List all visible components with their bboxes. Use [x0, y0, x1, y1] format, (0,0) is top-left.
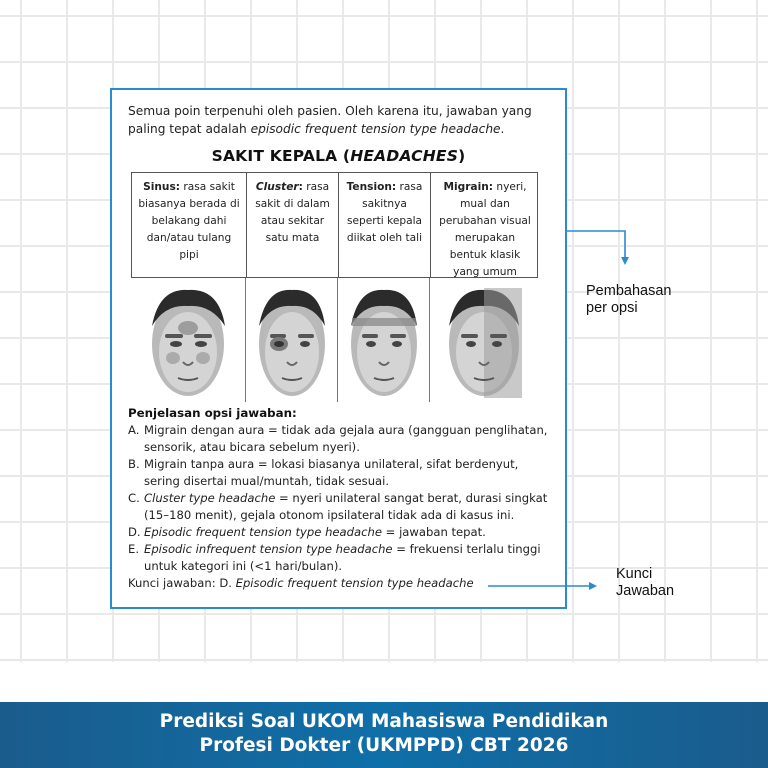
title-banner: [0, 702, 768, 768]
explanation-title: Penjelasan opsi jawaban:: [128, 406, 297, 420]
option-e-term: Episodic infrequent tension type headache: [144, 542, 393, 556]
banner-line2: Profesi Dokter (UKMPPD) CBT 2026: [199, 735, 569, 756]
intro-answer: episodic frequent tension type headache: [250, 122, 501, 136]
key-callout: [616, 566, 674, 600]
option-d-text: = jawaban tepat.: [381, 525, 486, 539]
figure-title-main: SAKIT KEPALA (: [211, 147, 351, 165]
key-callout-line1: Kunci: [616, 566, 653, 582]
discussion-callout-line2: per opsi: [586, 300, 638, 316]
option-a-letter: A.: [128, 423, 140, 437]
option-b-letter: B.: [128, 457, 140, 471]
intro-text: Semua poin terpenuhi oleh pasien. Oleh karena itu, jawaban yang paling tepat adalah: [128, 104, 532, 136]
discussion-callout: [586, 283, 671, 317]
desc-cluster: rasa sakit di dalam atau sekitar satu mata: [255, 181, 330, 244]
option-d-letter: D.: [128, 525, 141, 539]
desc-tension: rasa sakitnya seperti kepala diikat oleh tali: [346, 181, 423, 244]
key-arrow-head: [589, 582, 597, 590]
option-e-letter: E.: [128, 542, 140, 556]
desc-sinus: rasa sakit biasanya berada di belakang dahi dan/atau tulang pipi: [138, 181, 240, 261]
option-d-term: Episodic frequent tension type headache: [144, 525, 382, 539]
banner-line1: Prediksi Soal UKOM Mahasiswa Pendidikan: [159, 711, 609, 732]
term-sinus: Sinus:: [143, 181, 181, 193]
term-migrain: Migrain:: [443, 181, 493, 193]
figure-title-italic: HEADACHES: [350, 147, 459, 165]
desc-migrain: nyeri, mual dan perubahan visual merupakan bentuk klasik yang umum: [439, 181, 531, 278]
discussion-callout-line1: Pembahasan: [586, 283, 672, 299]
discussion-arrow-line: [567, 231, 625, 258]
answer-key-value: Episodic frequent tension type headache: [235, 576, 474, 590]
intro-end: .: [500, 122, 505, 136]
discussion-arrow-head: [621, 257, 629, 265]
figure-title-end: ): [458, 147, 466, 165]
term-cluster-colon: :: [298, 181, 303, 193]
key-callout-line2: Jawaban: [616, 583, 675, 599]
option-b-text: Migrain tanpa aura = lokasi biasanya unilateral, sifat berdenyut, sering disertai mual/muntah, tidak sesuai.: [144, 457, 519, 488]
option-e-text: = frekuensi terlalu tinggi untuk kategori ini (<1 hari/bulan).: [144, 542, 541, 573]
term-cluster: Cluster: [255, 181, 299, 193]
term-tension: Tension:: [346, 181, 397, 193]
option-c-term: Cluster type headache: [144, 491, 276, 505]
option-c-letter: C.: [128, 491, 140, 505]
answer-key-label: Kunci jawaban: D.: [128, 576, 236, 590]
option-a-text: Migrain dengan aura = tidak ada gejala aura (gangguan penglihatan, sensorik, atau bicara sebelum nyeri).: [144, 423, 548, 454]
option-c-text: = nyeri unilateral sangat berat, durasi singkat (15–180 menit), gejala otonom ipsilateral tidak ada di kasus ini.: [144, 491, 548, 522]
